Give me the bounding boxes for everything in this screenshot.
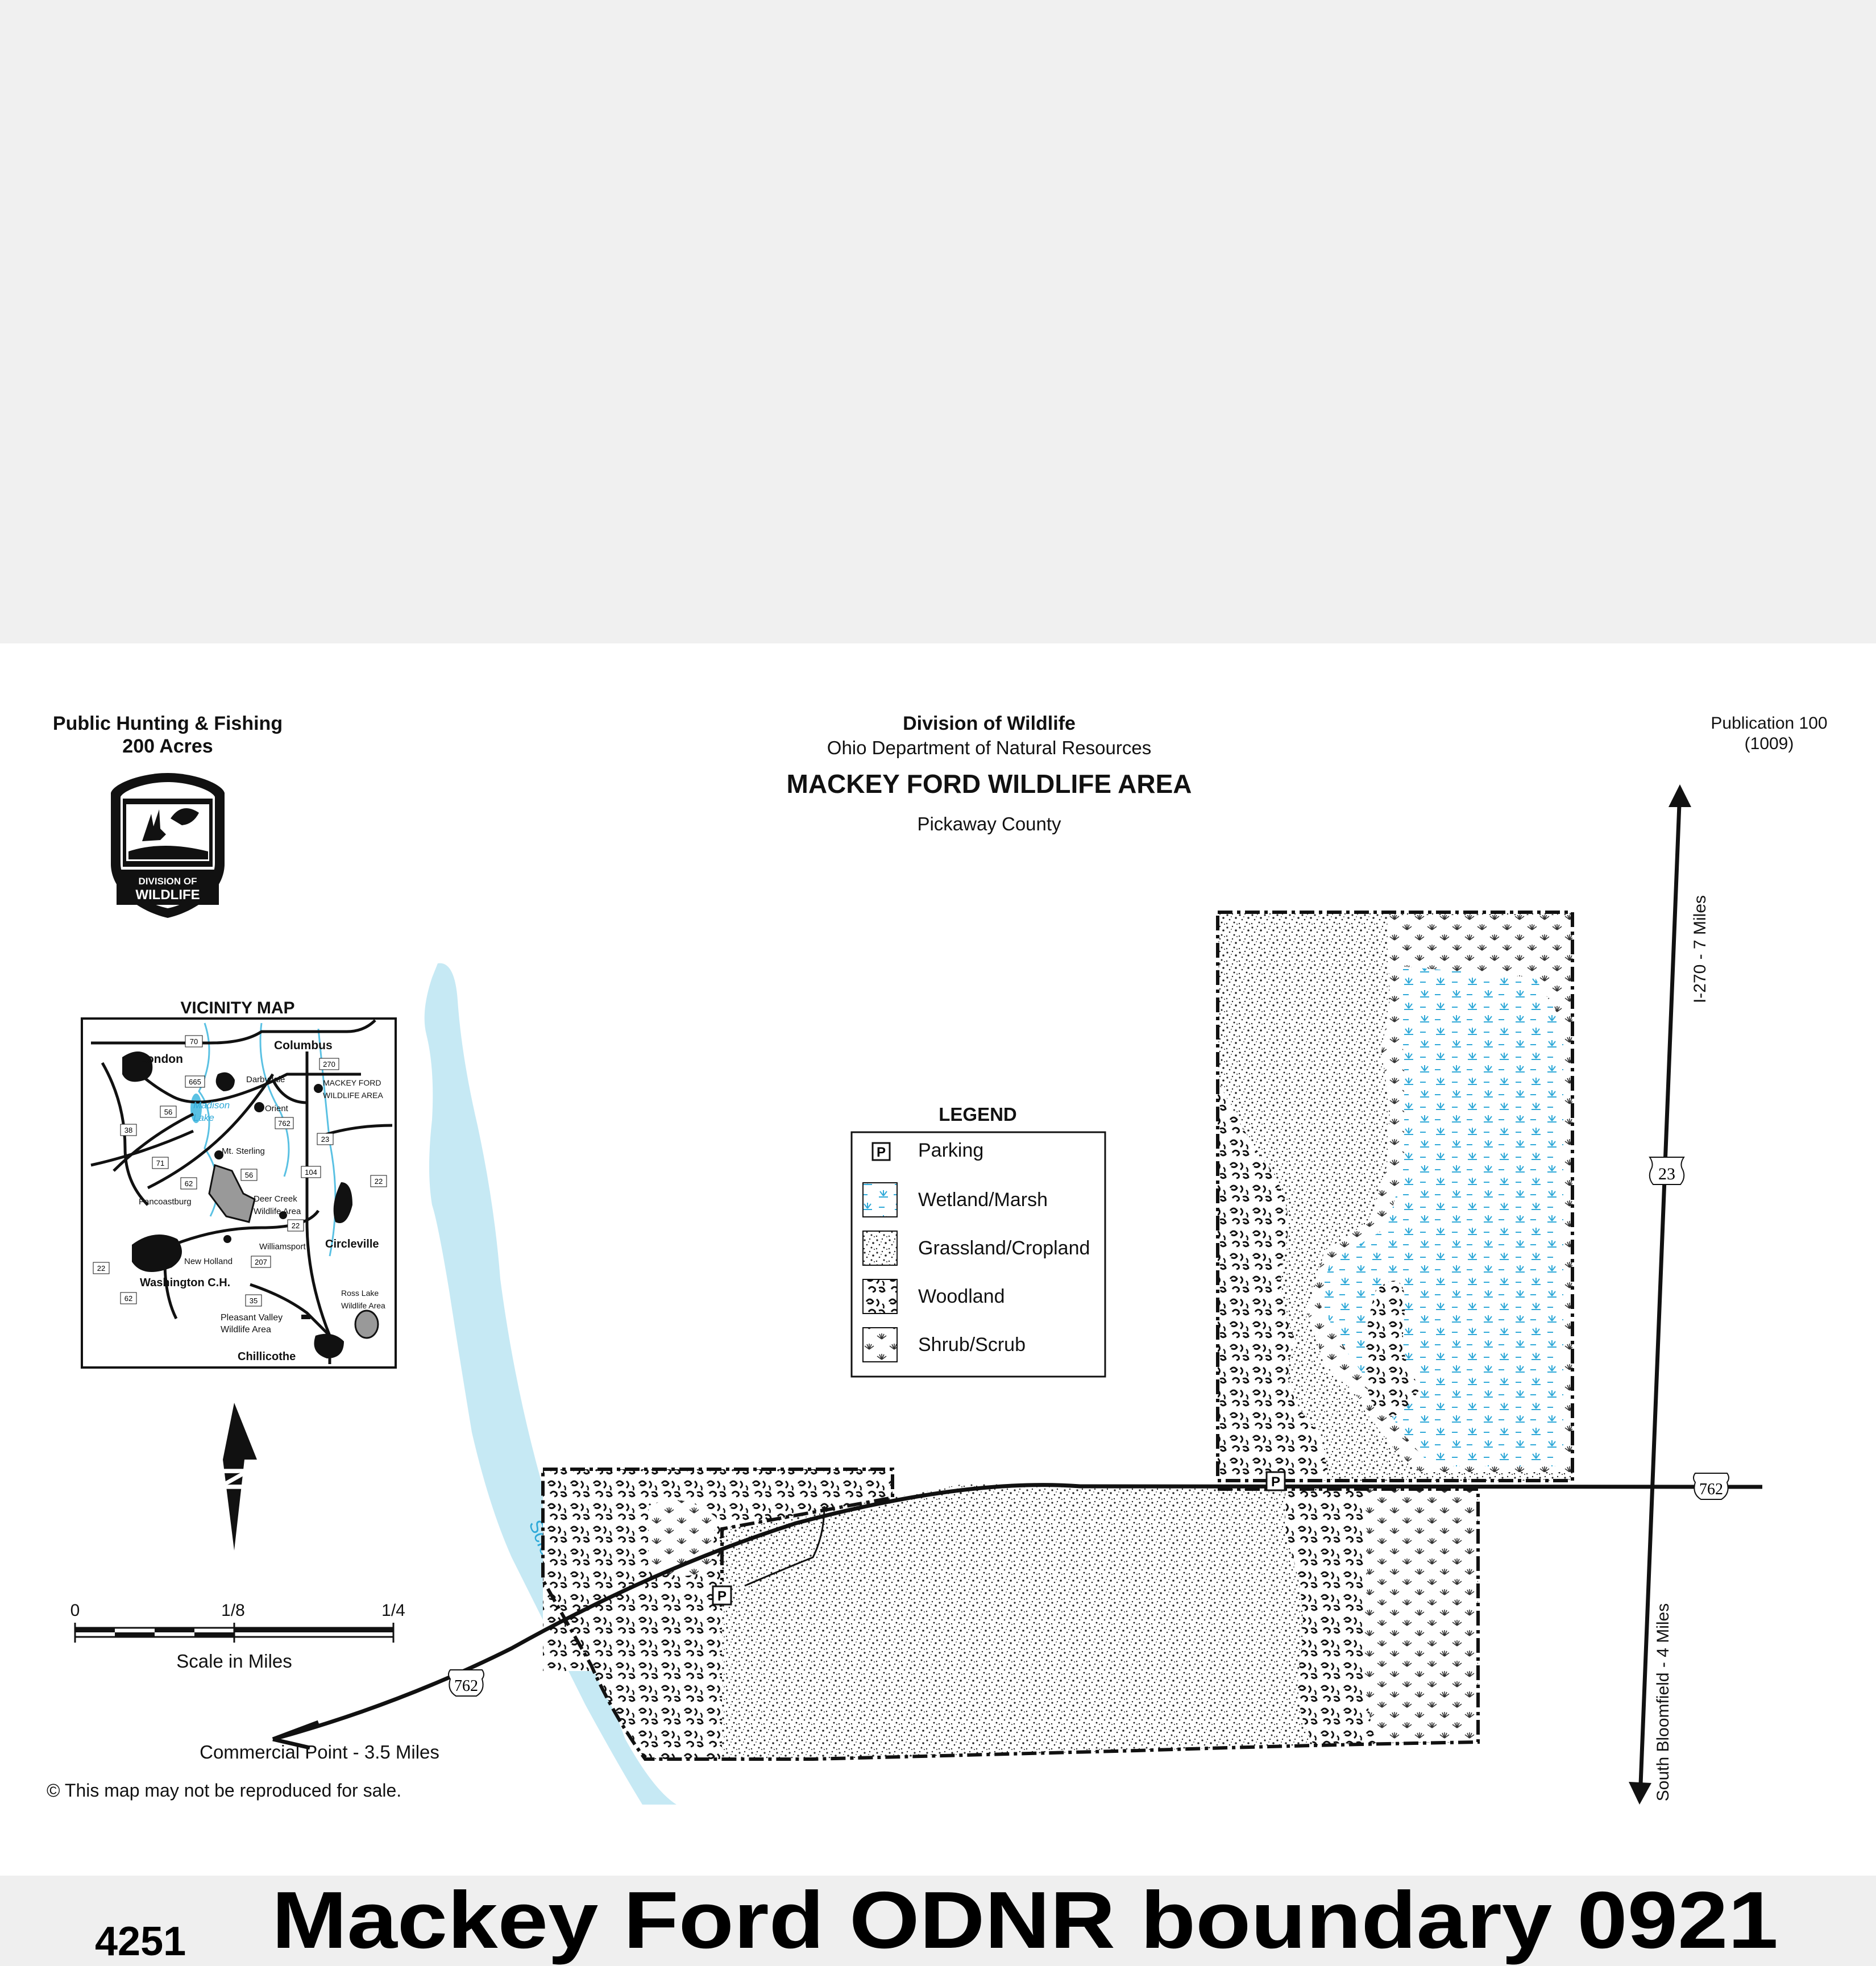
svg-text:22: 22	[97, 1264, 106, 1273]
city-washington-ch: Washington C.H.	[140, 1277, 231, 1289]
north-label: N	[215, 1466, 253, 1491]
svg-text:71: 71	[156, 1159, 165, 1167]
south-parcel	[543, 1469, 1478, 1759]
svg-text:62: 62	[184, 1179, 193, 1188]
south-bloomfield-direction-label: South Bloomfield - 4 Miles	[1654, 1603, 1672, 1802]
svg-text:62: 62	[124, 1294, 133, 1303]
legend-label-woodland: Woodland	[918, 1286, 1005, 1307]
vicinity-route-22b	[288, 1220, 304, 1231]
svg-text:56: 56	[164, 1108, 173, 1116]
svg-text:207: 207	[255, 1258, 267, 1266]
svg-text:56: 56	[244, 1171, 254, 1179]
deer-creek-label-2: Wildlife Area	[254, 1207, 301, 1216]
vicinity-route-665	[185, 1076, 205, 1087]
pleasant-valley-label-2: Wildlife Area	[221, 1325, 271, 1335]
ross-lake-label-2: Wildlife Area	[341, 1301, 385, 1310]
vicinity-map	[82, 1019, 396, 1368]
scale-tick-0: 0	[70, 1601, 80, 1620]
i270-direction-label: I-270 - 7 Miles	[1691, 895, 1709, 1004]
odnr-wildlife-logo	[111, 773, 225, 918]
legend-label-grassland: Grassland/Cropland	[918, 1237, 1090, 1259]
header-division: Division of Wildlife	[903, 713, 1076, 734]
page-title: MACKEY FORD WILDLIFE AREA	[786, 769, 1192, 799]
vicinity-route-762	[275, 1117, 293, 1129]
legend-label-shrub: Shrub/Scrub	[918, 1334, 1026, 1356]
county-label: Pickaway County	[917, 813, 1061, 834]
svg-text:22: 22	[374, 1177, 383, 1186]
madison-lake-label-2: Lake	[193, 1112, 214, 1123]
footer-code: 4251	[95, 1919, 186, 1964]
svg-text:22: 22	[291, 1221, 300, 1230]
vicinity-route-62b	[121, 1292, 136, 1304]
header-odnr: Ohio Department of Natural Resources	[827, 737, 1152, 758]
city-chillicothe: Chillicothe	[238, 1350, 296, 1363]
route-762-shield-west	[449, 1670, 484, 1696]
svg-text:23: 23	[321, 1135, 330, 1144]
deer-creek-label-1: Deer Creek	[254, 1194, 297, 1204]
route-23-shield	[1650, 1157, 1684, 1184]
vicinity-route-22	[371, 1175, 387, 1187]
parking-marker-north	[1267, 1472, 1285, 1490]
scale-tick-1-8: 1/8	[221, 1601, 245, 1620]
city-london: London	[139, 1053, 183, 1066]
route-762-shield-east	[1694, 1473, 1729, 1499]
mackey-ford-label-1: MACKEY FORD	[323, 1078, 381, 1087]
madison-lake-label-1: Madison	[193, 1100, 230, 1111]
vicinity-route-207	[251, 1256, 271, 1267]
pleasant-valley-label-1: Pleasant Valley	[221, 1313, 283, 1323]
vicinity-route-270	[319, 1058, 339, 1070]
city-circleville: Circleville	[325, 1238, 379, 1250]
vicinity-route-23	[317, 1133, 333, 1145]
logo-ohio-text: OHIO	[154, 785, 181, 797]
vicinity-route-71	[152, 1157, 168, 1169]
footer-title: Mackey Ford ODNR boundary 0921	[272, 1875, 1779, 1965]
city-mt-sterling: Mt. Sterling	[222, 1146, 265, 1156]
scale-bar	[70, 1601, 405, 1672]
vicinity-route-35	[246, 1295, 262, 1306]
svg-text:35: 35	[249, 1296, 258, 1305]
legend	[852, 1132, 1105, 1377]
city-orient: Orient	[265, 1104, 288, 1113]
vicinity-route-22c	[93, 1262, 109, 1274]
commercial-point-direction-label: Commercial Point - 3.5 Miles	[200, 1741, 439, 1763]
svg-text:104: 104	[305, 1168, 317, 1177]
legend-label-wetland: Wetland/Marsh	[918, 1189, 1048, 1211]
publication-date: (1009)	[1744, 734, 1794, 753]
ross-lake-label-1: Ross Lake	[341, 1289, 379, 1298]
legend-label-parking: Parking	[918, 1140, 984, 1161]
city-darbydale: Darbydale	[246, 1075, 285, 1084]
svg-text:665: 665	[189, 1078, 201, 1086]
north-parcel	[1218, 912, 1572, 1481]
vicinity-route-104	[301, 1166, 321, 1178]
svg-text:38: 38	[124, 1126, 133, 1134]
north-arrow	[215, 1403, 257, 1551]
svg-text:P: P	[717, 1589, 727, 1604]
scale-label: Scale in Miles	[176, 1651, 292, 1672]
legend-title: LEGEND	[939, 1104, 1017, 1125]
city-new-holland: New Holland	[184, 1257, 233, 1266]
svg-text:P: P	[1271, 1474, 1281, 1490]
parking-marker-south	[713, 1586, 731, 1605]
city-williamsport: Williamsport	[259, 1242, 306, 1252]
vicinity-route-56b	[241, 1169, 257, 1181]
svg-text:23: 23	[1658, 1165, 1675, 1183]
legend-item-parking	[873, 1140, 983, 1161]
city-columbus: Columbus	[274, 1039, 333, 1052]
logo-division-text: DIVISION OF	[138, 876, 197, 887]
header-left-line1: Public Hunting & Fishing	[52, 713, 283, 734]
parking-symbol: P	[876, 1145, 886, 1160]
vicinity-route-38	[121, 1124, 136, 1136]
publication-number: Publication 100	[1711, 714, 1828, 733]
svg-text:762: 762	[278, 1119, 290, 1128]
header-left-line2: 200 Acres	[122, 735, 213, 757]
vicinity-route-62	[181, 1178, 197, 1189]
scale-tick-1-4: 1/4	[381, 1601, 405, 1620]
svg-text:762: 762	[454, 1677, 478, 1695]
vicinity-route-70	[185, 1036, 202, 1047]
svg-text:70: 70	[189, 1037, 198, 1046]
copyright-notice: © This map may not be reproduced for sale.	[47, 1780, 402, 1801]
city-pancoastburg: Pancoastburg	[139, 1197, 192, 1207]
vicinity-route-56	[160, 1106, 176, 1117]
logo-wildlife-text: WILDLIFE	[135, 887, 200, 903]
svg-text:270: 270	[323, 1060, 335, 1069]
mackey-ford-label-2: WILDLIFE AREA	[323, 1091, 383, 1100]
vicinity-map-title: VICINITY MAP	[180, 999, 295, 1017]
svg-text:762: 762	[1699, 1481, 1723, 1498]
